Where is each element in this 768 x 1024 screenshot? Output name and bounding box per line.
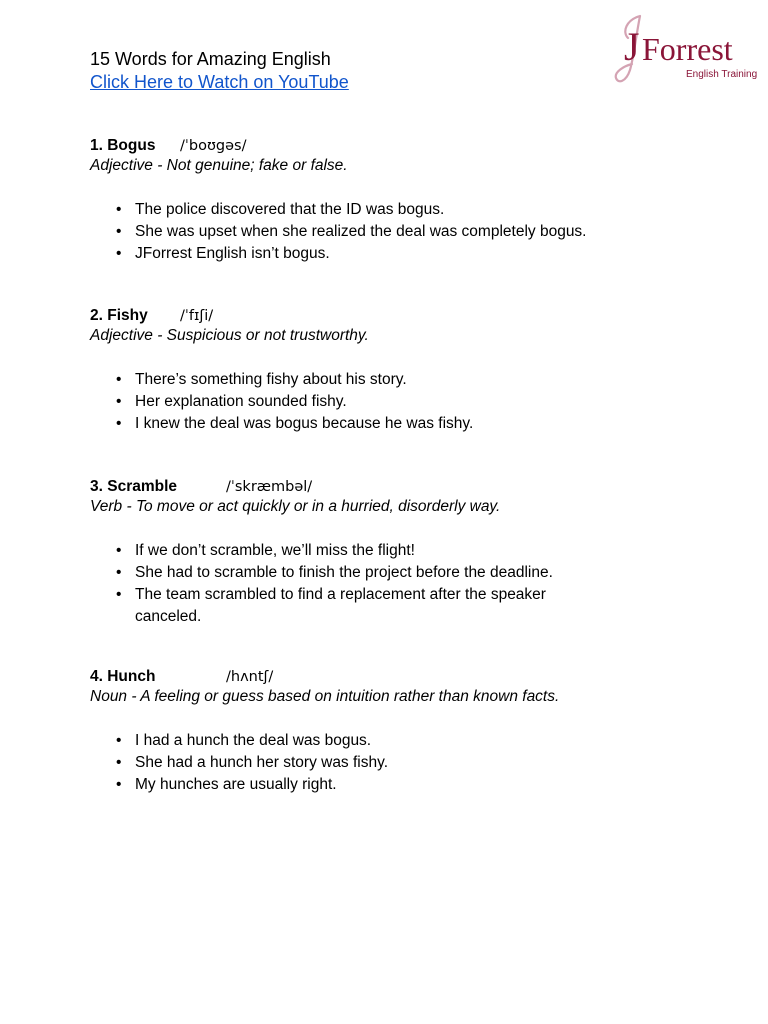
example-text: The police discovered that the ID was bogus. — [135, 201, 445, 218]
entry-definition: Adjective - Not genuine; fake or false. — [90, 157, 348, 174]
logo-initial: J — [624, 24, 640, 69]
bullet-icon: • — [116, 586, 122, 603]
example-text: She had a hunch her story was fishy. — [135, 754, 389, 771]
entry-pronunciation: /ˈfɪʃi/ — [180, 308, 214, 324]
logo-tagline: English Training — [686, 69, 758, 80]
entry-pronunciation: /ˈboʊgəs/ — [180, 138, 247, 154]
entry-pronunciation: /ˈskræmbəl/ — [226, 479, 313, 495]
entry-definition: Verb - To move or act quickly or in a hurried, disorderly way. — [90, 498, 501, 515]
youtube-link[interactable]: Click Here to Watch on YouTube — [90, 72, 349, 92]
word-entry-bogus — [90, 136, 690, 265]
entry-heading — [90, 306, 690, 326]
document-title: 15 Words for Amazing English — [90, 49, 331, 69]
list-item — [90, 540, 610, 562]
bullet-icon: • — [116, 245, 122, 262]
list-item — [90, 413, 610, 435]
example-list — [90, 540, 690, 628]
entry-definition: Adjective - Suspicious or not trustworthy. — [90, 327, 369, 344]
list-item — [90, 391, 610, 413]
list-item — [90, 730, 610, 752]
entry-heading — [90, 667, 690, 687]
bullet-icon: • — [116, 754, 122, 771]
bullet-icon: • — [116, 393, 122, 410]
word-entry-fishy — [90, 306, 690, 435]
bullet-icon: • — [116, 564, 122, 581]
bullet-icon: • — [116, 542, 122, 559]
example-list — [90, 369, 690, 435]
list-item — [90, 243, 610, 265]
entry-heading — [90, 477, 690, 497]
list-item — [90, 199, 610, 221]
example-text: JForrest English isn’t bogus. — [135, 245, 330, 262]
example-text: Her explanation sounded fishy. — [135, 393, 347, 410]
word-entry-hunch — [90, 667, 690, 796]
example-text: She had to scramble to finish the project before the deadline. — [135, 564, 553, 581]
list-item — [90, 221, 610, 243]
example-list — [90, 730, 690, 796]
jforrest-logo — [610, 8, 760, 88]
list-item — [90, 774, 610, 796]
word-entry-scramble — [90, 477, 690, 628]
bullet-icon: • — [116, 415, 122, 432]
example-text: She was upset when she realized the deal was completely bogus. — [135, 223, 587, 240]
example-text: I knew the deal was bogus because he was fishy. — [135, 415, 474, 432]
bullet-icon: • — [116, 371, 122, 388]
example-text: If we don’t scramble, we’ll miss the flight! — [135, 542, 415, 559]
entry-heading — [90, 136, 690, 156]
example-list — [90, 199, 690, 265]
bullet-icon: • — [116, 223, 122, 240]
bullet-icon: • — [116, 776, 122, 793]
example-text: There’s something fishy about his story. — [135, 371, 407, 388]
entry-term: 2. Fishy — [90, 307, 148, 324]
entry-definition: Noun - A feeling or guess based on intuition rather than known facts. — [90, 688, 560, 705]
entry-term: 4. Hunch — [90, 668, 156, 685]
bullet-icon: • — [116, 201, 122, 218]
example-text: The team scrambled to find a replacement after the speaker canceled. — [135, 586, 546, 625]
list-item — [90, 369, 610, 391]
example-text: My hunches are usually right. — [135, 776, 337, 793]
example-text: I had a hunch the deal was bogus. — [135, 732, 372, 749]
list-item — [90, 752, 610, 774]
bullet-icon: • — [116, 732, 122, 749]
list-item — [90, 584, 610, 628]
logo-name: Forrest — [642, 31, 733, 67]
entry-term: 3. Scramble — [90, 478, 178, 495]
entry-term: 1. Bogus — [90, 137, 156, 154]
list-item — [90, 562, 610, 584]
entry-pronunciation: /hʌntʃ/ — [226, 669, 274, 685]
